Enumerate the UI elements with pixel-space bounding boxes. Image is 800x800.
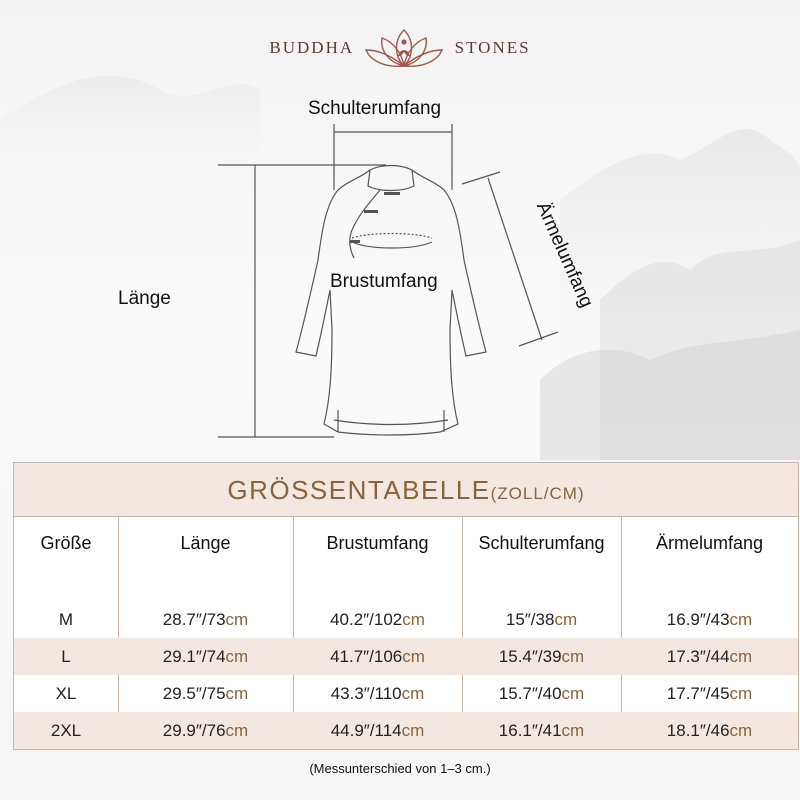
shoulder-cell: 15.7″/40cm [498,684,585,703]
size-cell: L [61,647,71,666]
brand-word-right: STONES [454,38,531,57]
brand-word-left: BUDDHA [269,38,355,57]
table-header-row [14,517,798,571]
header-chest: Brustumfang [326,533,429,553]
length-label: Länge [118,288,171,309]
header-length: Länge [180,533,231,553]
chest-cell: 43.3″/110cm [330,684,425,703]
size-table [13,462,799,750]
header-size: Größe [40,533,92,553]
sleeve-label: Ärmelumfang [531,198,598,311]
size-cell: M [58,610,74,629]
sleeve-cell: 18.1″/46cm [666,721,753,740]
chest-label: Brustumfang [330,271,438,292]
shoulder-cell: 15.4″/39cm [498,647,585,666]
table-row [14,712,798,749]
sleeve-cell: 17.7″/45cm [666,684,753,703]
table-row [14,638,798,675]
chest-cell: 44.9″/114cm [330,721,425,740]
sleeve-cell: 16.9″/43cm [666,610,753,629]
length-cell: 29.1″/74cm [162,647,249,666]
length-cell: 29.5″/75cm [162,684,249,703]
measurement-note: (Messunterschied von 1–3 cm.) [309,761,491,776]
table-title [13,462,799,516]
header-shoulder: Schulterumfang [478,533,605,553]
shoulder-cell: 15″/38cm [505,610,578,629]
header-sleeve: Ärmelumfang [655,533,764,553]
table-row [14,601,798,638]
table-grid [13,516,799,750]
shoulder-cell: 16.1″/41cm [498,721,585,740]
length-cell: 28.7″/73cm [162,610,249,629]
length-cell: 29.9″/76cm [162,721,249,740]
chest-cell: 40.2″/102cm [330,610,425,629]
table-title-text: GRÖSSENTABELLE [227,475,491,505]
size-cell: 2XL [50,721,82,740]
shoulder-label: Schulterumfang [308,98,442,119]
chest-cell: 41.7″/106cm [330,647,425,666]
sleeve-cell: 17.3″/44cm [666,647,753,666]
size-cell: XL [55,684,77,703]
table-row [14,675,798,712]
table-title-unit: (ZOLL/CM) [490,484,585,503]
